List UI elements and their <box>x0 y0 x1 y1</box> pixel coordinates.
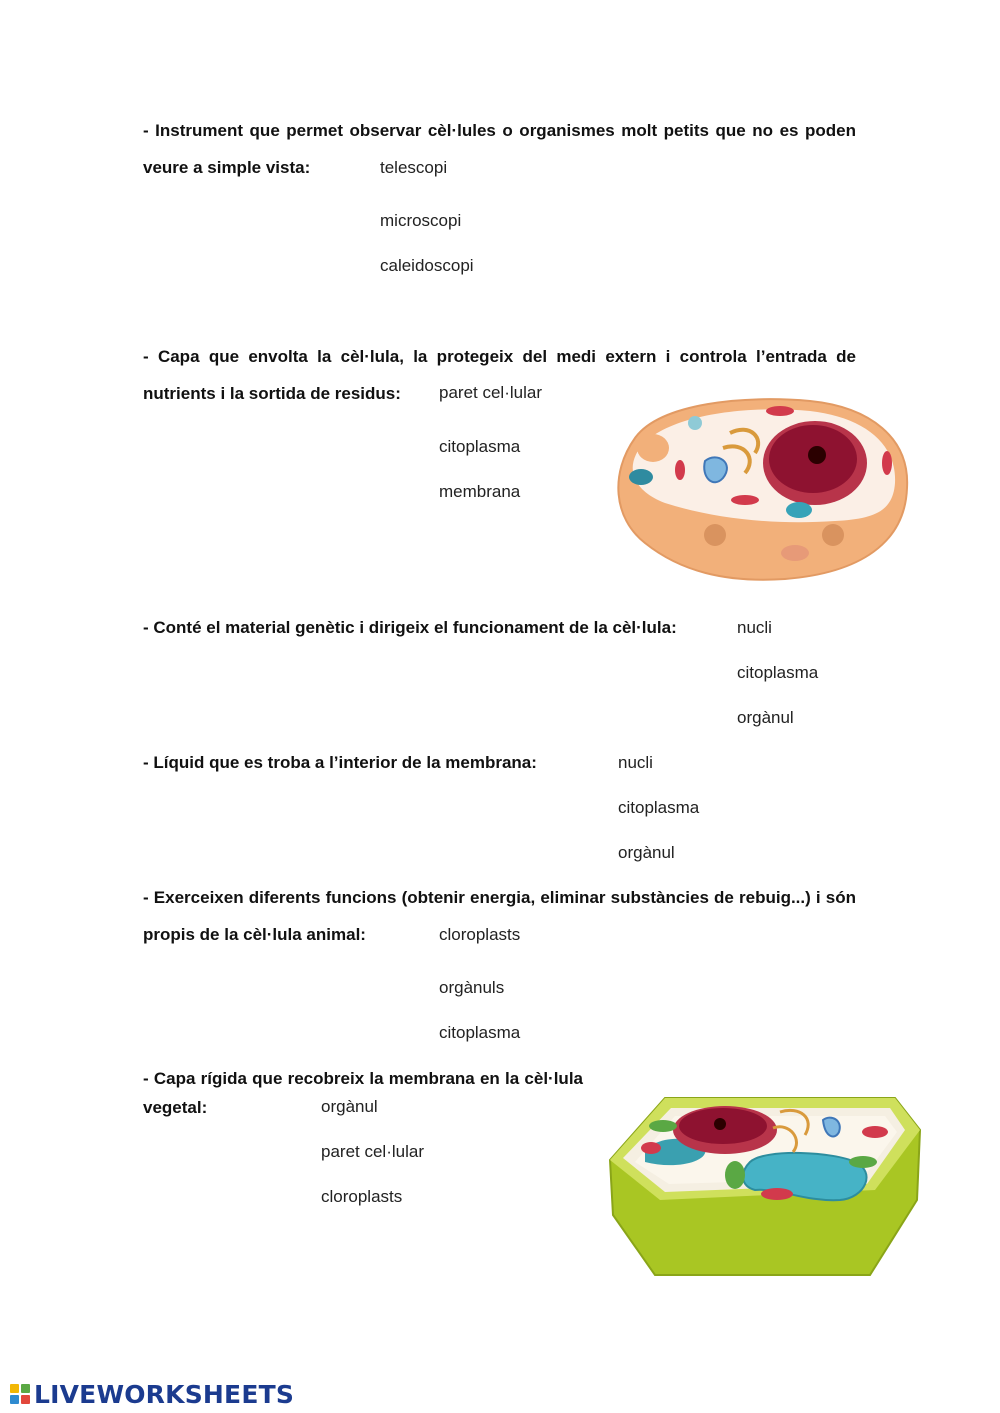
q2-option-2[interactable]: citoplasma <box>439 437 521 456</box>
question-5-text: - Exerceixen diferents funcions (obtenir energia, eliminar substàncies de rebuig...) i són propis de la cèl·lula animal: <box>143 888 856 944</box>
q1-option-3[interactable]: caleidoscopi <box>380 256 474 275</box>
q2-option-3[interactable]: membrana <box>439 482 521 501</box>
q5-option-2[interactable]: orgànuls <box>439 978 505 997</box>
question-3-text: - Conté el material genètic i dirigeix el funcionament de la cèl·lula: <box>143 618 677 637</box>
q1-option-2[interactable]: microscopi <box>380 211 462 230</box>
q5-option-1[interactable]: cloroplasts <box>439 925 521 944</box>
question-6-text: - Capa rígida que recobreix la membrana en la cèl·lula vegetal: <box>143 1069 583 1117</box>
q3-option-2[interactable]: citoplasma <box>737 663 819 682</box>
q6-option-2[interactable]: paret cel·lular <box>321 1142 424 1161</box>
q3-option-3[interactable]: orgànul <box>737 708 794 727</box>
q3-option-1[interactable]: nucli <box>737 618 772 637</box>
brand-name: LIVEWORKSHEETS <box>34 1379 295 1409</box>
q4-option-3[interactable]: orgànul <box>618 843 675 862</box>
animal-cell-illustration <box>605 393 915 585</box>
q1-option-1[interactable]: telescopi <box>380 158 448 177</box>
q6-option-3[interactable]: cloroplasts <box>321 1187 403 1206</box>
brand-blocks-icon <box>10 1384 30 1404</box>
q4-option-1[interactable]: nucli <box>618 753 653 772</box>
question-2-text: - Capa que envolta la cèl·lula, la protegeix del medi extern i controla l’entrada de nutrients i la sortida de residus: <box>143 347 856 403</box>
q5-option-3[interactable]: citoplasma <box>439 1023 521 1042</box>
plant-cell-illustration <box>605 1090 925 1280</box>
q4-option-2[interactable]: citoplasma <box>618 798 700 817</box>
question-4-text: - Líquid que es troba a l’interior de la membrana: <box>143 753 537 772</box>
q2-option-1[interactable]: paret cel·lular <box>439 383 542 402</box>
q6-option-1[interactable]: orgànul <box>321 1097 378 1116</box>
footer-logo[interactable] <box>10 1378 294 1410</box>
question-1-text: - Instrument que permet observar cèl·lules o organismes molt petits que no es poden veure a simple vista: <box>143 121 856 177</box>
